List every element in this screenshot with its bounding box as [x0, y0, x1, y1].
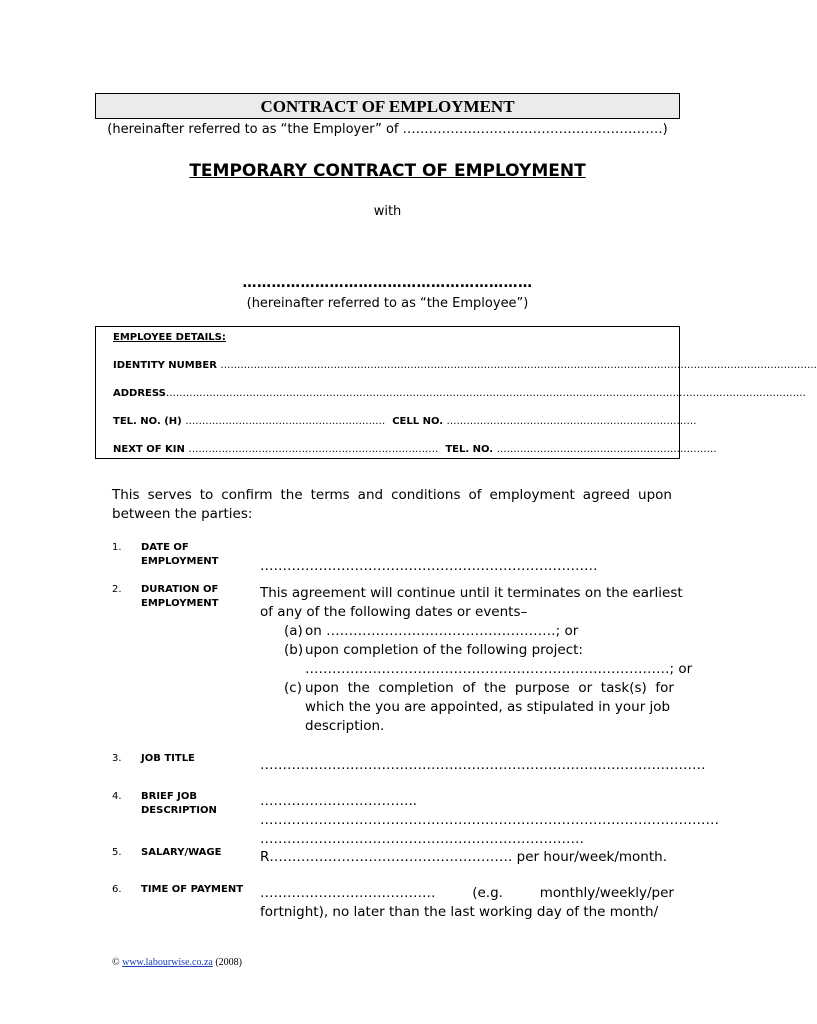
with-text: with	[373, 204, 402, 219]
clause-3-number: 3.	[112, 753, 122, 764]
telephone-row	[113, 415, 697, 429]
clause-2-c-line-2: which the you are appointed, as stipulated in your job	[305, 699, 671, 715]
address-label: ADDRESS	[113, 388, 166, 399]
clause-3-field: ………………………………………………………………………………………	[260, 757, 706, 773]
intro-paragraph: This serves to confirm the terms and conditions of employment agreed upon between the parties:	[112, 487, 672, 522]
identity-number-field: ……………………………………………………………………………………………………………………………………………………………..	[220, 360, 817, 371]
employer-line: (hereinafter referred to as “the Employer” of ……………………………………………………)	[107, 122, 668, 137]
kin-tel-label: TEL. NO.	[445, 444, 494, 455]
address-field: …………………………………………………………………………………………………………………………………………………………………………	[165, 388, 806, 399]
temporary-contract-title: TEMPORARY CONTRACT OF EMPLOYMENT	[189, 161, 586, 181]
next-of-kin-label: NEXT OF KIN	[113, 444, 185, 455]
clause-1-label: DATE OF EMPLOYMENT	[141, 542, 219, 567]
clause-2-c-text: upon the completion of the purpose or task(s) for	[305, 680, 674, 696]
clause-6-number: 6.	[112, 884, 122, 895]
clause-2-c-line-3: description.	[305, 718, 385, 734]
copyright-symbol: ©	[112, 957, 120, 968]
employee-line: (hereinafter referred to as “the Employee”)	[246, 296, 529, 311]
clause-4-field-line-3: ………………………………………………………………	[260, 831, 584, 847]
identity-number-row	[113, 359, 817, 373]
clause-2-label: DURATION OF EMPLOYMENT	[141, 584, 219, 609]
clause-1-number: 1.	[112, 542, 122, 553]
clause-2-c-marker: (c)	[284, 680, 302, 696]
cell-no-label: CELL NO.	[392, 416, 444, 427]
clause-4-label: BRIEF JOB DESCRIPTION	[141, 791, 217, 816]
next-of-kin-row	[113, 443, 717, 457]
clause-4-field-line-1: ……………………………..	[260, 793, 418, 809]
clause-2-text-line-2: of any of the following dates or events–	[260, 604, 528, 620]
clause-2-text-line-1: This agreement will continue until it terminates on the earliest	[260, 585, 683, 601]
footer	[112, 957, 242, 969]
contract-title: CONTRACT OF EMPLOYMENT	[95, 93, 680, 119]
clause-2-a-text: on ……………………………………………; or	[305, 623, 579, 639]
clause-2-number: 2.	[112, 584, 122, 595]
clause-1-field: …………………………………………………………………	[260, 558, 598, 574]
footer-year: (2008)	[215, 957, 242, 968]
employee-details-box	[95, 326, 817, 459]
kin-tel-field: …………………………………………………………	[496, 444, 717, 455]
clause-4-number: 4.	[112, 791, 122, 802]
tel-home-label: TEL. NO. (H)	[113, 416, 182, 427]
labourwise-link[interactable]: www.labourwise.co.za	[122, 957, 213, 968]
clause-2-b-text: upon completion of the following project:	[305, 642, 583, 658]
clause-6-field-line-1: ………………………………… (e.g. monthly/weekly/per	[260, 885, 674, 901]
clause-5-label: SALARY/WAGE	[141, 847, 222, 858]
tel-home-field: ……………………………………………………	[185, 416, 386, 427]
employee-name-blank: ……………………………………………………	[242, 275, 533, 291]
clause-2-a-marker: (a)	[284, 623, 303, 639]
clause-6-label: TIME OF PAYMENT	[141, 884, 244, 895]
next-of-kin-field: …………………………………………………………………	[188, 444, 439, 455]
clause-3-label: JOB TITLE	[141, 753, 195, 764]
clause-5-number: 5.	[112, 847, 122, 858]
identity-number-label: IDENTITY NUMBER	[113, 360, 217, 371]
clause-6-field-line-2: fortnight), no later than the last working day of the month/	[260, 904, 659, 920]
employee-details-heading: EMPLOYEE DETAILS:	[113, 332, 226, 343]
clause-2-b-field: ………………………………………………………………………; or	[305, 661, 693, 677]
cell-no-field: …………………………………………………………………	[446, 416, 697, 427]
clause-5-field: R……………………………………………… per hour/week/month.	[260, 849, 667, 865]
address-row	[113, 387, 806, 401]
clause-4-field-line-2: …………………………………………………………………………………………	[260, 812, 719, 828]
clause-2-b-marker: (b)	[284, 642, 304, 658]
